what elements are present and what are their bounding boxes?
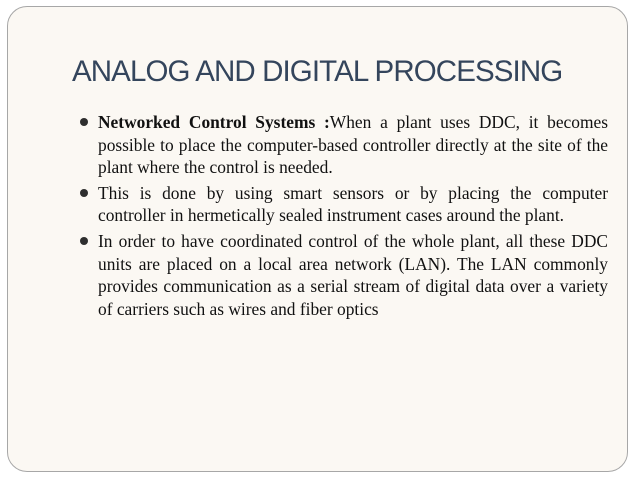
bullet-item bbox=[80, 111, 608, 179]
slide bbox=[7, 6, 628, 472]
bullet-text: This is done by using smart sensors or by placing the computer controller in hermetically sealed instrument cases around the plant. bbox=[98, 182, 608, 226]
bullet-text: When a plant uses DDC, it becomes possible to place the computer-based controller directly at the site of the plant where the control is needed. bbox=[98, 112, 608, 178]
bullet-list bbox=[80, 111, 608, 323]
bullet-dot-icon bbox=[80, 237, 88, 245]
slide-title: ANALOG AND DIGITAL PROCESSING bbox=[72, 55, 563, 88]
bullet-text: In order to have coordinated control of the whole plant, all these DDC units are placed on a local area network (LAN). The LAN commonly provides communication as a serial stream of digital data over a variety of carriers such as wires and fiber optics bbox=[98, 230, 608, 319]
bullet-dot-icon bbox=[80, 189, 88, 197]
bullet-dot-icon bbox=[80, 118, 88, 126]
bullet-item bbox=[80, 182, 608, 227]
bullet-lead: Networked Control Systems : bbox=[98, 112, 330, 132]
bullet-item bbox=[80, 230, 608, 320]
